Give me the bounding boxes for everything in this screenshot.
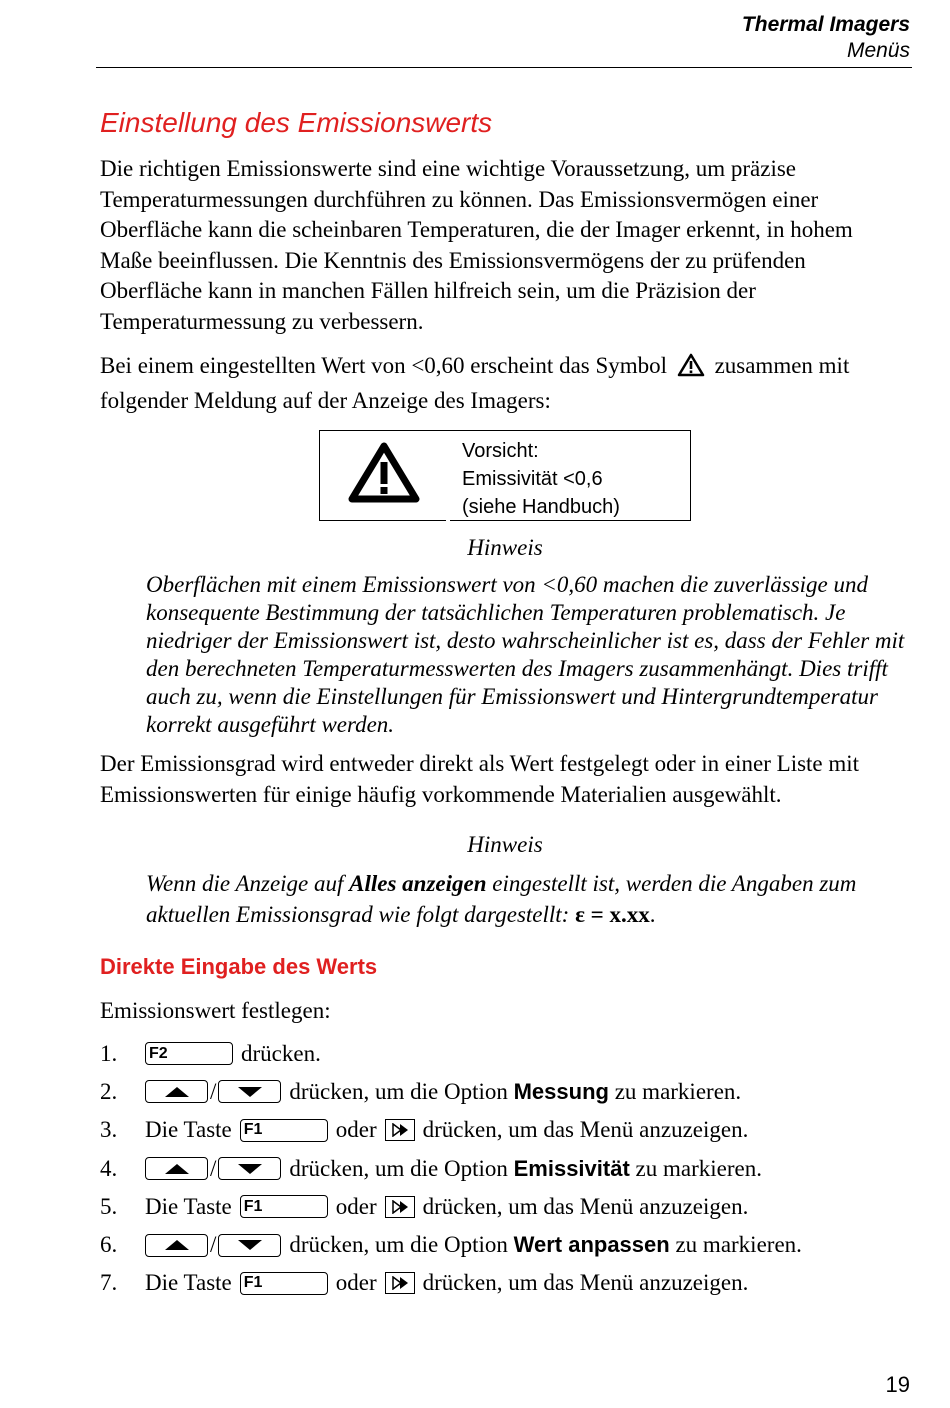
step-number: 2. [100,1078,118,1104]
slash: / [210,1232,217,1258]
arrow-up-icon [145,1234,208,1257]
option-name: Messung [513,1078,609,1104]
step-number: 5. [100,1193,118,1219]
intro-paragraph: Die richtigen Emissionswerte sind eine wichtige Voraussetzung, um präzise Temperaturmessungen durchführen zu können. Das Emissionsvermögen einer Oberfläche kann die scheinbaren Temperaturen, die der Imager erkennt, in hohem Maße beeinflussen. Die Kenntnis des Emissionsvermögens der zu prüfenden Oberfläche kann in manchen Fällen hilfreich sein, um die Präzision der Temperaturmessung zu verbessern. [100,156,853,334]
warning-triangle-icon [677,353,705,386]
step-text-end: zu markieren. [635,1155,762,1181]
f2-key: F2 [145,1042,233,1065]
step-3 [100,1111,910,1149]
caution-line-3: (siehe Handbuch) [462,496,620,518]
warning-triangle-icon [348,442,420,509]
option-name: Wert anpassen [513,1232,670,1258]
step-number: 1. [100,1040,118,1066]
arrow-up-icon [145,1080,208,1103]
note2-bold: Alles anzeigen [349,871,487,896]
step-text: drücken, um das Menü anzuzeigen. [422,1193,749,1219]
epsilon-display: ε = x.xx [575,902,650,927]
caution-message-text [448,431,620,520]
arrow-down-icon [218,1157,281,1180]
right-key-icon [385,1272,415,1294]
caution-message-box [319,430,691,521]
arrow-up-icon [145,1157,208,1180]
emissivity-paragraph: Der Emissionsgrad wird entweder direkt als Wert festgelegt oder in einer Liste mit Emissionswerten für einige häufig vorkommende Materialien ausgewählt. [100,751,860,807]
f1-key: F1 [240,1195,328,1218]
caution-icon-cell [320,431,448,520]
header-subtitle: Menüs [846,39,910,62]
step-prefix: Die Taste [145,1117,232,1143]
step-text: drücken, um die Option [289,1232,508,1258]
step-text: drücken, um das Menü anzuzeigen. [422,1270,749,1296]
step-prefix: Die Taste [145,1270,232,1296]
note-text-2 [146,868,910,930]
note-heading-2: Hinweis [467,832,543,857]
step-text: drücken. [241,1040,321,1066]
steps-list [100,1035,910,1303]
f1-key: F1 [240,1272,328,1295]
subsection-title: Direkte Eingabe des Werts [100,954,378,979]
step-text: drücken, um die Option [289,1078,508,1104]
step-4 [100,1149,910,1187]
step-text-end: zu markieren. [675,1232,802,1258]
section-title: Einstellung des Emissionswerts [100,107,493,138]
page-content [100,104,910,1303]
step-number: 6. [100,1232,118,1258]
slash: / [210,1155,217,1181]
header-title: Thermal Imagers [741,13,910,36]
page-number: 19 [885,1372,910,1397]
right-key-icon [385,1196,415,1218]
step-or: oder [335,1193,377,1219]
slash: / [210,1078,217,1104]
step-number: 4. [100,1155,118,1181]
note2-before: Wenn die Anzeige auf [146,871,344,896]
step-prefix: Die Taste [145,1193,232,1219]
step-5 [100,1188,910,1226]
step-or: oder [335,1117,377,1143]
caution-line-2: Emissivität <0,6 [462,468,603,490]
right-key-icon [385,1119,415,1141]
step-or: oder [335,1270,377,1296]
step-1 [100,1035,910,1073]
arrow-down-icon [218,1234,281,1257]
warning-paragraph-before: Bei einem eingestellten Wert von <0,60 erscheint das Symbol [100,353,668,378]
step-text-end: zu markieren. [614,1078,742,1104]
steps-intro: Emissionswert festlegen: [100,998,331,1023]
step-number: 3. [100,1117,118,1143]
step-text: drücken, um das Menü anzuzeigen. [422,1117,749,1143]
step-7 [100,1264,910,1302]
arrow-down-icon [218,1080,281,1103]
step-number: 7. [100,1270,118,1296]
note2-after: eingestellt ist, werden die Angaben zum aktuellen Emissionsgrad wie folgt dargestellt: [146,871,857,927]
step-2 [100,1073,910,1111]
caution-line-1: Vorsicht: [462,440,539,462]
note-heading: Hinweis [467,535,543,560]
page-header [742,12,910,64]
option-name: Emissivität [513,1155,630,1181]
box-border-gap [446,518,450,522]
note2-end: . [649,902,656,927]
f1-key: F1 [240,1119,328,1142]
warning-paragraph-after: zusammen mit folgender Meldung auf der Anzeige des Imagers: [100,353,850,413]
step-text: drücken, um die Option [289,1155,508,1181]
warning-paragraph [100,351,910,416]
note-text: Oberflächen mit einem Emissionswert von <0,60 machen die zuverlässige und konsequente Bestimmung der tatsächlichen Temperaturen problematisch. Je niedriger der Emissionswert ist, desto wahrscheinlicher ist es, dass der Fehler mit den berechneten Temperaturmesswerten des Imagers zusammenhängt. Dies trifft auch zu, wenn die Einstellungen für Emissionswert und Hintergrundtemperatur korrekt ausgeführt werden. [146,572,905,737]
step-6 [100,1226,910,1264]
header-rule [96,67,912,68]
